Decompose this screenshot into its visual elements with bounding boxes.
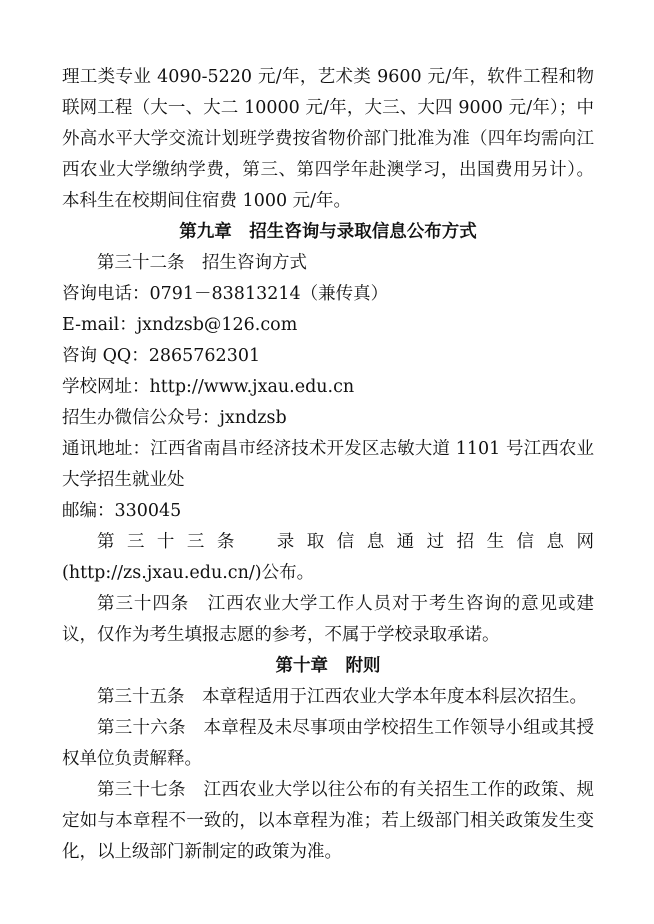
contact-wechat: 招生办微信公众号：jxndzsb: [62, 408, 287, 428]
article-32-heading: 第三十二条 招生咨询方式: [97, 253, 307, 273]
article-33: 第三十三条 录取信息通过招生信息网(http://zs.jxau.edu.cn/)公布。: [62, 532, 594, 583]
article-36: 第三十六条 本章程及未尽事项由学校招生工作领导小组或其授权单位负责解释。: [62, 718, 594, 769]
contact-email: E-mail：jxndzsb@126.com: [62, 315, 298, 335]
contact-website: 学校网址：http://www.jxau.edu.cn: [62, 377, 355, 397]
article-37: 第三十七条 江西农业大学以往公布的有关招生工作的政策、规定如与本章程不一致的，以本章程为准；若上级部门相关政策发生变化，以上级部门新制定的政策为准。: [62, 780, 594, 862]
article-34: 第三十四条 江西农业大学工作人员对于考生咨询的意见或建议，仅作为考生填报志愿的参考，不属于学校录取承诺。: [62, 594, 594, 645]
fees-paragraph: 理工类专业 4090-5220 元/年，艺术类 9600 元/年，软件工程和物联网工程（大一、大二 10000 元/年，大三、大四 9000 元/年）；中外高水平大学交流计划班学费按省物价部门批准为准（四年均需向江西农业大学缴纳学费，第三、第四学年赴澳学习，出国费用另计）。本科生在校期间住宿费 1000 元/年。: [62, 67, 594, 211]
document-page: [62, 62, 594, 868]
contact-phone: 咨询电话：0791－83813214（兼传真）: [62, 284, 389, 304]
contact-qq: 咨询 QQ：2865762301: [62, 346, 261, 366]
contact-address: 通讯地址：江西省南昌市经济技术开发区志敏大道 1101 号江西农业大学招生就业处: [62, 439, 594, 490]
article-35: 第三十五条 本章程适用于江西农业大学本年度本科层次招生。: [97, 687, 587, 707]
contact-postcode: 邮编：330045: [62, 501, 182, 521]
chapter-10-heading: 第十章 附则: [275, 656, 381, 676]
chapter-9-heading: 第九章 招生咨询与录取信息公布方式: [179, 222, 477, 242]
